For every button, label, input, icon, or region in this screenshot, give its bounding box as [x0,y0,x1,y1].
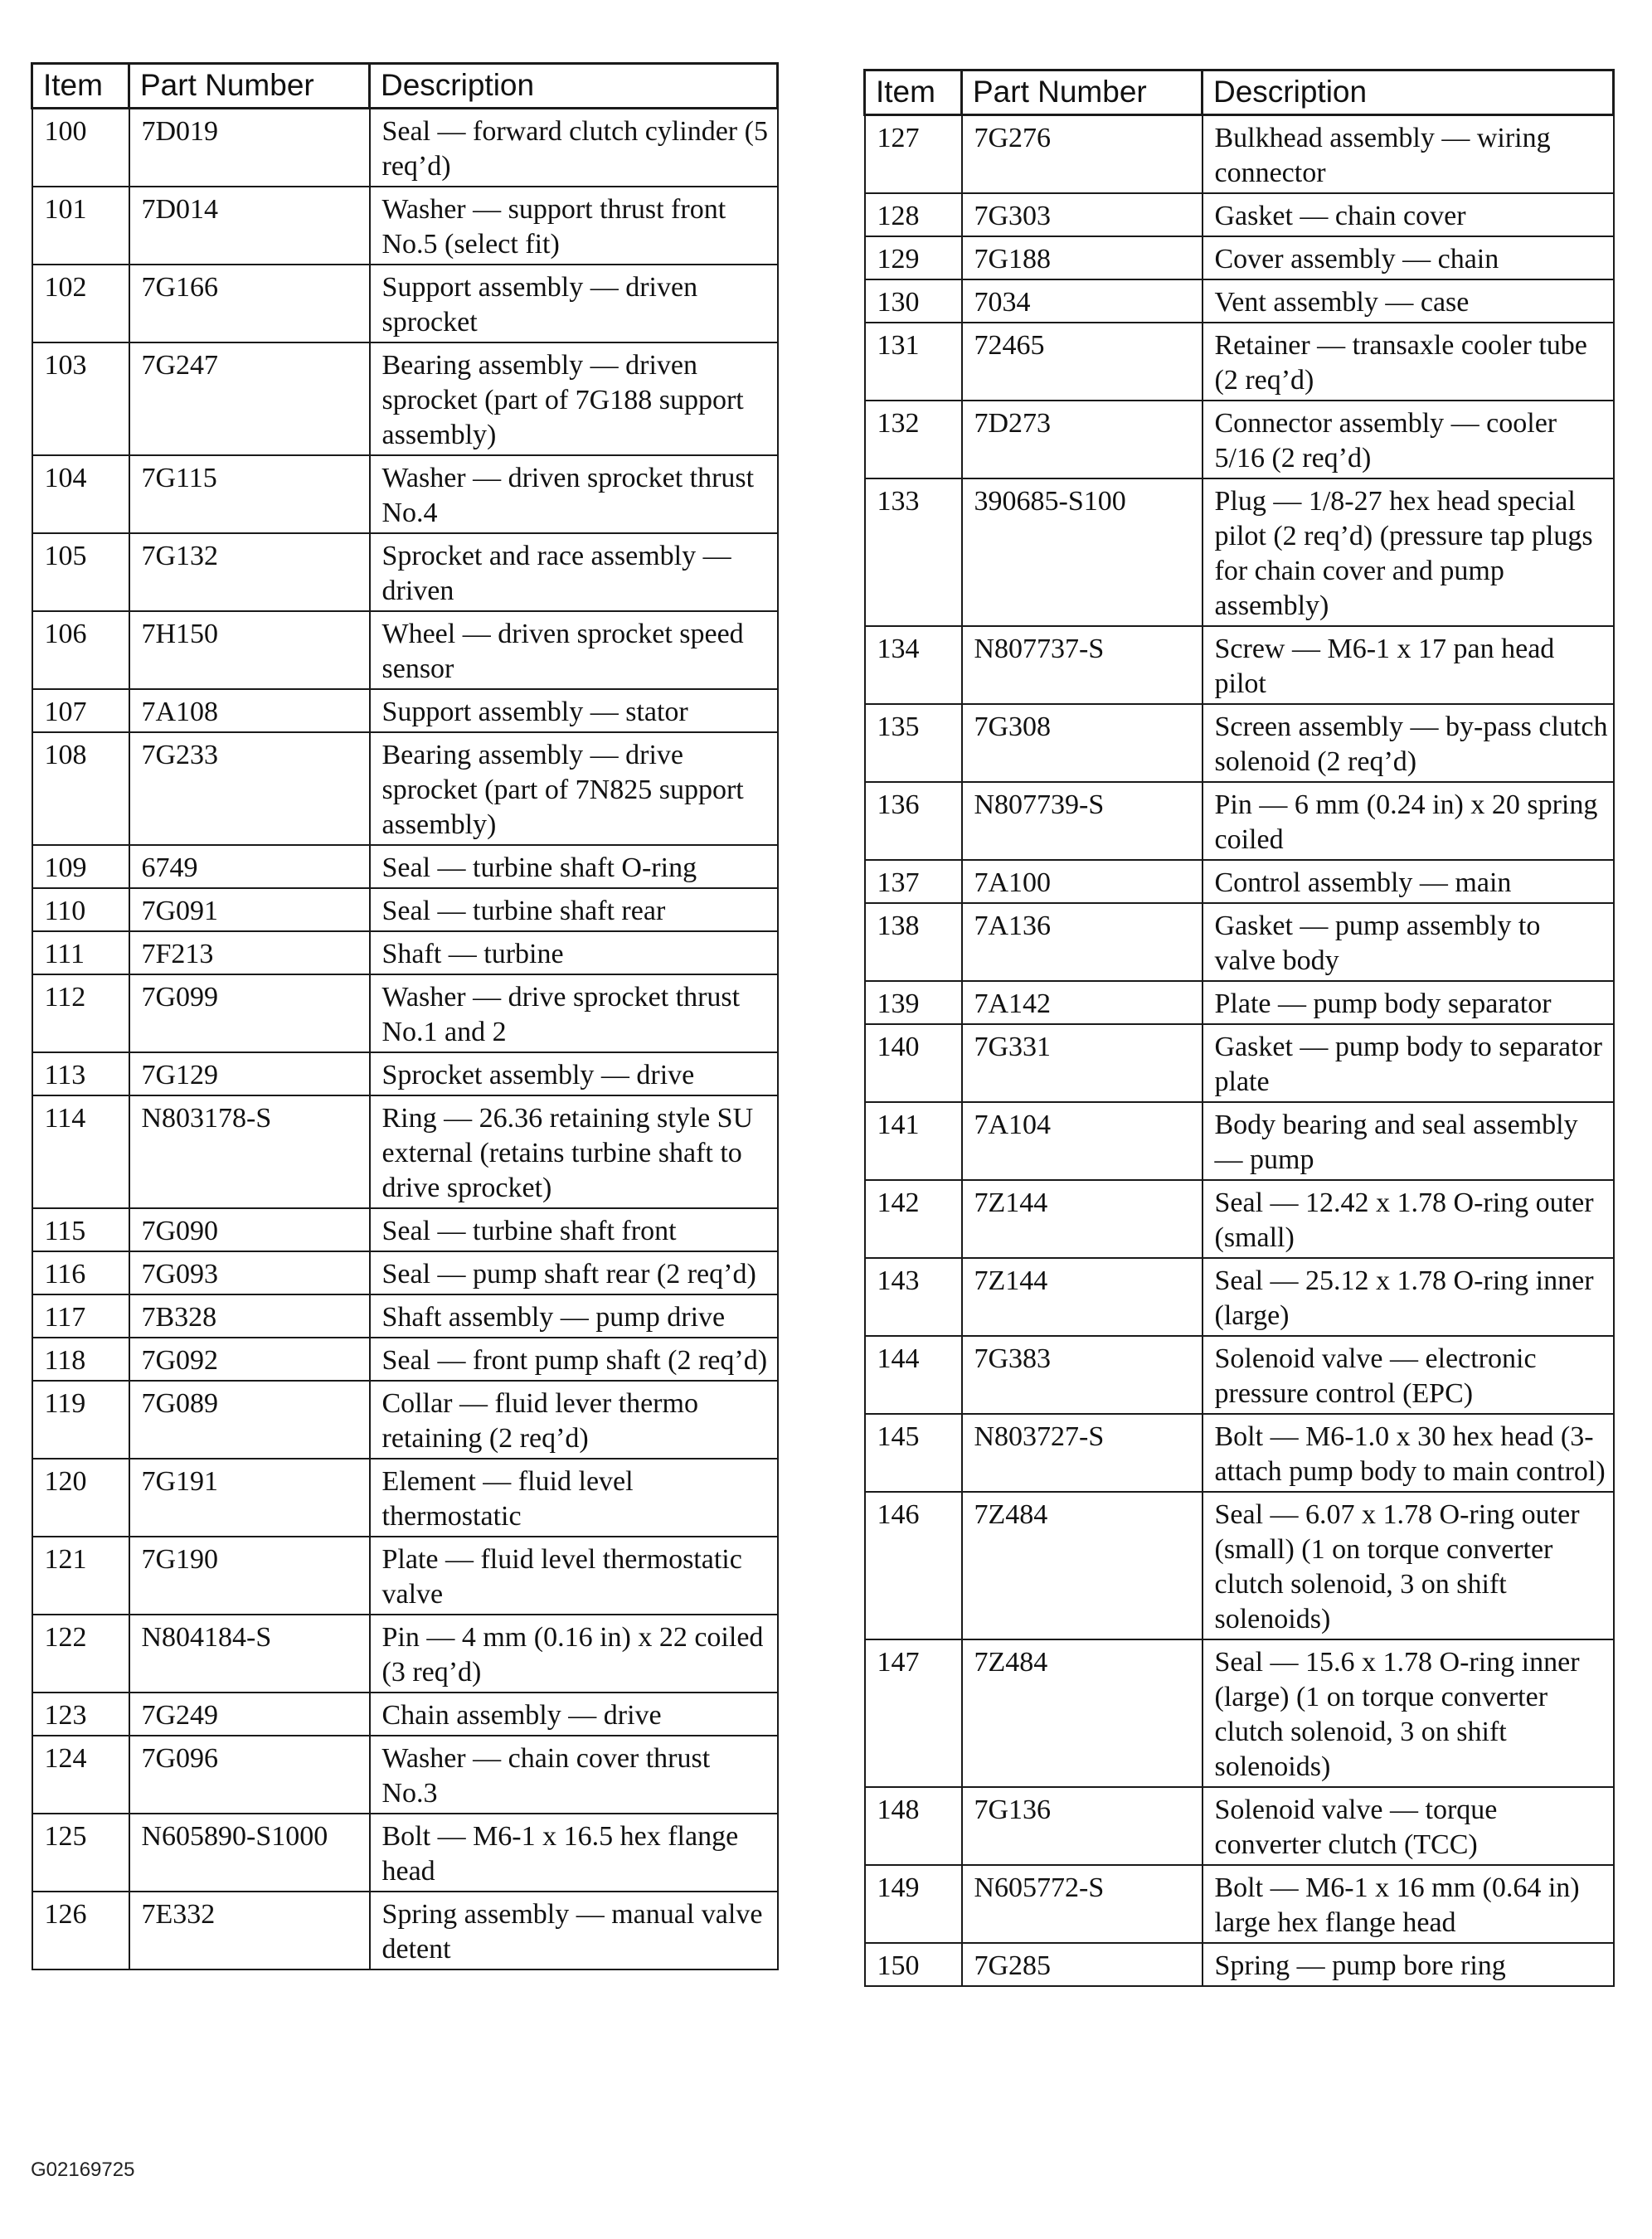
item-number-cell: 102 [32,265,129,342]
description-cell: Solenoid valve — torque converter clutch (TCC) [1203,1787,1614,1865]
description-cell: Plug — 1/8-27 hex head special pilot (2 req’d) (pressure tap plugs for chain cover and pump assembly) [1203,478,1614,626]
table-row [865,279,1614,323]
part-number-cell: 7A108 [129,689,370,732]
table-row [32,1814,778,1892]
part-number-cell: 7G303 [962,193,1203,236]
part-number-cell: 7G090 [129,1208,370,1251]
item-number-cell: 101 [32,187,129,265]
table-row [865,981,1614,1024]
table-row [32,265,778,342]
table-row [865,1639,1614,1787]
part-number-cell: 7H150 [129,611,370,689]
item-number-cell: 117 [32,1294,129,1338]
description-cell: Spring assembly — manual valve detent [370,1892,778,1969]
table-row [865,1258,1614,1336]
part-number-cell: 7G093 [129,1251,370,1294]
part-number-cell: 7G276 [962,115,1203,194]
part-number-cell: 7G247 [129,342,370,455]
item-number-cell: 130 [865,279,962,323]
header-description: Description [1203,70,1614,115]
part-number-cell: 7G285 [962,1943,1203,1986]
part-number-cell: 7D014 [129,187,370,265]
part-number-cell: 7034 [962,279,1203,323]
table-row [865,1024,1614,1102]
table-row [865,626,1614,704]
part-number-cell: 7A104 [962,1102,1203,1180]
table-row [865,115,1614,194]
item-number-cell: 135 [865,704,962,782]
part-number-cell: 7G099 [129,974,370,1052]
description-cell: Bolt — M6-1 x 16.5 hex flange head [370,1814,778,1892]
description-cell: Seal — turbine shaft front [370,1208,778,1251]
figure-code: G02169725 [31,2159,135,2181]
table-row [32,845,778,888]
table-header-row [865,70,1614,115]
part-number-cell: 7G188 [962,236,1203,279]
description-cell: Seal — 25.12 x 1.78 O-ring inner (large) [1203,1258,1614,1336]
header-part-number: Part Number [129,64,370,109]
table-row [865,1865,1614,1943]
table-row [865,1414,1614,1492]
item-number-cell: 148 [865,1787,962,1865]
table-row [32,974,778,1052]
part-number-cell: 7G191 [129,1459,370,1537]
table-row [865,1943,1614,1986]
parts-table-left [31,62,779,1970]
item-number-cell: 129 [865,236,962,279]
part-number-cell: 7G331 [962,1024,1203,1102]
item-number-cell: 131 [865,323,962,401]
table-row [865,704,1614,782]
description-cell: Shaft assembly — pump drive [370,1294,778,1338]
table-row [32,1459,778,1537]
description-cell: Plate — fluid level thermostatic valve [370,1537,778,1615]
description-cell: Ring — 26.36 retaining style SU external (retains turbine shaft to drive sprocket) [370,1095,778,1208]
part-number-cell: 7G233 [129,732,370,845]
description-cell: Support assembly — stator [370,689,778,732]
table-row [32,1251,778,1294]
description-cell: Vent assembly — case [1203,279,1614,323]
item-number-cell: 138 [865,903,962,981]
part-number-cell: 7G190 [129,1537,370,1615]
item-number-cell: 134 [865,626,962,704]
table-row [32,689,778,732]
item-number-cell: 150 [865,1943,962,1986]
table-row [865,1102,1614,1180]
table-row [32,888,778,931]
part-number-cell: N605890-S1000 [129,1814,370,1892]
parts-table-right [863,69,1615,1987]
table-row [865,236,1614,279]
table-row [865,323,1614,401]
description-cell: Seal — pump shaft rear (2 req’d) [370,1251,778,1294]
part-number-cell: N804184-S [129,1615,370,1693]
table-row [32,342,778,455]
item-number-cell: 140 [865,1024,962,1102]
part-number-cell: 7B328 [129,1294,370,1338]
part-number-cell: N807739-S [962,782,1203,860]
description-cell: Solenoid valve — electronic pressure control (EPC) [1203,1336,1614,1414]
table-row [32,1052,778,1095]
item-number-cell: 146 [865,1492,962,1639]
description-cell: Washer — driven sprocket thrust No.4 [370,455,778,533]
table-row [32,1338,778,1381]
item-number-cell: 126 [32,1892,129,1969]
table-row [865,1336,1614,1414]
table-row [865,193,1614,236]
part-number-cell: 7G383 [962,1336,1203,1414]
part-number-cell: 7G115 [129,455,370,533]
table-row [32,611,778,689]
part-number-cell: 7Z144 [962,1180,1203,1258]
item-number-cell: 109 [32,845,129,888]
item-number-cell: 136 [865,782,962,860]
item-number-cell: 108 [32,732,129,845]
item-number-cell: 122 [32,1615,129,1693]
table-row [32,187,778,265]
description-cell: Sprocket assembly — drive [370,1052,778,1095]
header-part-number: Part Number [962,70,1203,115]
item-number-cell: 149 [865,1865,962,1943]
description-cell: Seal — turbine shaft rear [370,888,778,931]
header-item: Item [32,64,129,109]
parts-table-right-body [865,115,1614,1987]
item-number-cell: 100 [32,109,129,187]
part-number-cell: 7A100 [962,860,1203,903]
table-row [32,931,778,974]
part-number-cell: 72465 [962,323,1203,401]
description-cell: Bearing assembly — driven sprocket (part of 7G188 support assembly) [370,342,778,455]
table-row [32,1892,778,1969]
part-number-cell: 7G308 [962,704,1203,782]
item-number-cell: 147 [865,1639,962,1787]
table-row [865,860,1614,903]
item-number-cell: 114 [32,1095,129,1208]
item-number-cell: 143 [865,1258,962,1336]
item-number-cell: 107 [32,689,129,732]
item-number-cell: 145 [865,1414,962,1492]
description-cell: Bearing assembly — drive sprocket (part of 7N825 support assembly) [370,732,778,845]
description-cell: Spring — pump bore ring [1203,1943,1614,1986]
item-number-cell: 125 [32,1814,129,1892]
table-row [865,782,1614,860]
item-number-cell: 137 [865,860,962,903]
part-number-cell: N803727-S [962,1414,1203,1492]
part-number-cell: 7D273 [962,401,1203,478]
description-cell: Pin — 6 mm (0.24 in) x 20 spring coiled [1203,782,1614,860]
table-row [32,1095,778,1208]
description-cell: Seal — turbine shaft O-ring [370,845,778,888]
item-number-cell: 124 [32,1736,129,1814]
table-row [32,1615,778,1693]
table-row [32,732,778,845]
description-cell: Plate — pump body separator [1203,981,1614,1024]
part-number-cell: N807737-S [962,626,1203,704]
item-number-cell: 111 [32,931,129,974]
part-number-cell: 7G136 [962,1787,1203,1865]
description-cell: Shaft — turbine [370,931,778,974]
item-number-cell: 112 [32,974,129,1052]
description-cell: Collar — fluid lever thermo retaining (2 req’d) [370,1381,778,1459]
part-number-cell: 7G092 [129,1338,370,1381]
description-cell: Gasket — chain cover [1203,193,1614,236]
description-cell: Seal — front pump shaft (2 req’d) [370,1338,778,1381]
description-cell: Wheel — driven sprocket speed sensor [370,611,778,689]
part-number-cell: 7A142 [962,981,1203,1024]
description-cell: Gasket — pump body to separator plate [1203,1024,1614,1102]
part-number-cell: 7D019 [129,109,370,187]
table-row [32,533,778,611]
item-number-cell: 106 [32,611,129,689]
table-row [32,1537,778,1615]
item-number-cell: 120 [32,1459,129,1537]
description-cell: Sprocket and race assembly — driven [370,533,778,611]
table-row [32,109,778,187]
item-number-cell: 144 [865,1336,962,1414]
part-number-cell: N803178-S [129,1095,370,1208]
item-number-cell: 139 [865,981,962,1024]
item-number-cell: 103 [32,342,129,455]
table-row [32,1381,778,1459]
description-cell: Cover assembly — chain [1203,236,1614,279]
description-cell: Element — fluid level thermostatic [370,1459,778,1537]
parts-table-left-body [32,109,778,1970]
item-number-cell: 133 [865,478,962,626]
item-number-cell: 128 [865,193,962,236]
item-number-cell: 132 [865,401,962,478]
item-number-cell: 142 [865,1180,962,1258]
description-cell: Support assembly — driven sprocket [370,265,778,342]
item-number-cell: 127 [865,115,962,194]
item-number-cell: 119 [32,1381,129,1459]
table-row [865,1787,1614,1865]
description-cell: Seal — 15.6 x 1.78 O-ring inner (large) (1 on torque converter clutch solenoid, 3 on shift solenoids) [1203,1639,1614,1787]
description-cell: Control assembly — main [1203,860,1614,903]
part-number-cell: 7E332 [129,1892,370,1969]
table-row [32,1208,778,1251]
description-cell: Retainer — transaxle cooler tube (2 req’d) [1203,323,1614,401]
table-row [865,1492,1614,1639]
table-row [865,1180,1614,1258]
table-row [865,903,1614,981]
part-number-cell: 7G089 [129,1381,370,1459]
part-number-cell: 7G249 [129,1693,370,1736]
item-number-cell: 118 [32,1338,129,1381]
item-number-cell: 104 [32,455,129,533]
part-number-cell: 7G132 [129,533,370,611]
part-number-cell: 7G096 [129,1736,370,1814]
description-cell: Screw — M6-1 x 17 pan head pilot [1203,626,1614,704]
description-cell: Seal — 12.42 x 1.78 O-ring outer (small) [1203,1180,1614,1258]
header-description: Description [370,64,778,109]
part-number-cell: 7Z484 [962,1492,1203,1639]
description-cell: Bolt — M6-1.0 x 30 hex head (3-attach pump body to main control) [1203,1414,1614,1492]
table-row [32,1294,778,1338]
part-number-cell: 7F213 [129,931,370,974]
part-number-cell: 7G129 [129,1052,370,1095]
part-number-cell: N605772-S [962,1865,1203,1943]
item-number-cell: 115 [32,1208,129,1251]
table-row [865,478,1614,626]
part-number-cell: 7G091 [129,888,370,931]
description-cell: Washer — support thrust front No.5 (select fit) [370,187,778,265]
table-row [32,1693,778,1736]
item-number-cell: 121 [32,1537,129,1615]
description-cell: Gasket — pump assembly to valve body [1203,903,1614,981]
item-number-cell: 113 [32,1052,129,1095]
table-header-row [32,64,778,109]
description-cell: Seal — 6.07 x 1.78 O-ring outer (small) (1 on torque converter clutch solenoid, 3 on shift solenoids) [1203,1492,1614,1639]
description-cell: Chain assembly — drive [370,1693,778,1736]
description-cell: Washer — chain cover thrust No.3 [370,1736,778,1814]
description-cell: Seal — forward clutch cylinder (5 req’d) [370,109,778,187]
part-number-cell: 390685-S100 [962,478,1203,626]
description-cell: Body bearing and seal assembly — pump [1203,1102,1614,1180]
part-number-cell: 7Z144 [962,1258,1203,1336]
part-number-cell: 7Z484 [962,1639,1203,1787]
item-number-cell: 141 [865,1102,962,1180]
table-row [32,455,778,533]
description-cell: Connector assembly — cooler 5/16 (2 req’d) [1203,401,1614,478]
description-cell: Bulkhead assembly — wiring connector [1203,115,1614,194]
item-number-cell: 123 [32,1693,129,1736]
description-cell: Screen assembly — by-pass clutch solenoid (2 req’d) [1203,704,1614,782]
header-item: Item [865,70,962,115]
part-number-cell: 6749 [129,845,370,888]
item-number-cell: 110 [32,888,129,931]
description-cell: Bolt — M6-1 x 16 mm (0.64 in) large hex flange head [1203,1865,1614,1943]
table-row [32,1736,778,1814]
description-cell: Washer — drive sprocket thrust No.1 and 2 [370,974,778,1052]
part-number-cell: 7G166 [129,265,370,342]
description-cell: Pin — 4 mm (0.16 in) x 22 coiled (3 req’d) [370,1615,778,1693]
table-row [865,401,1614,478]
part-number-cell: 7A136 [962,903,1203,981]
item-number-cell: 116 [32,1251,129,1294]
item-number-cell: 105 [32,533,129,611]
